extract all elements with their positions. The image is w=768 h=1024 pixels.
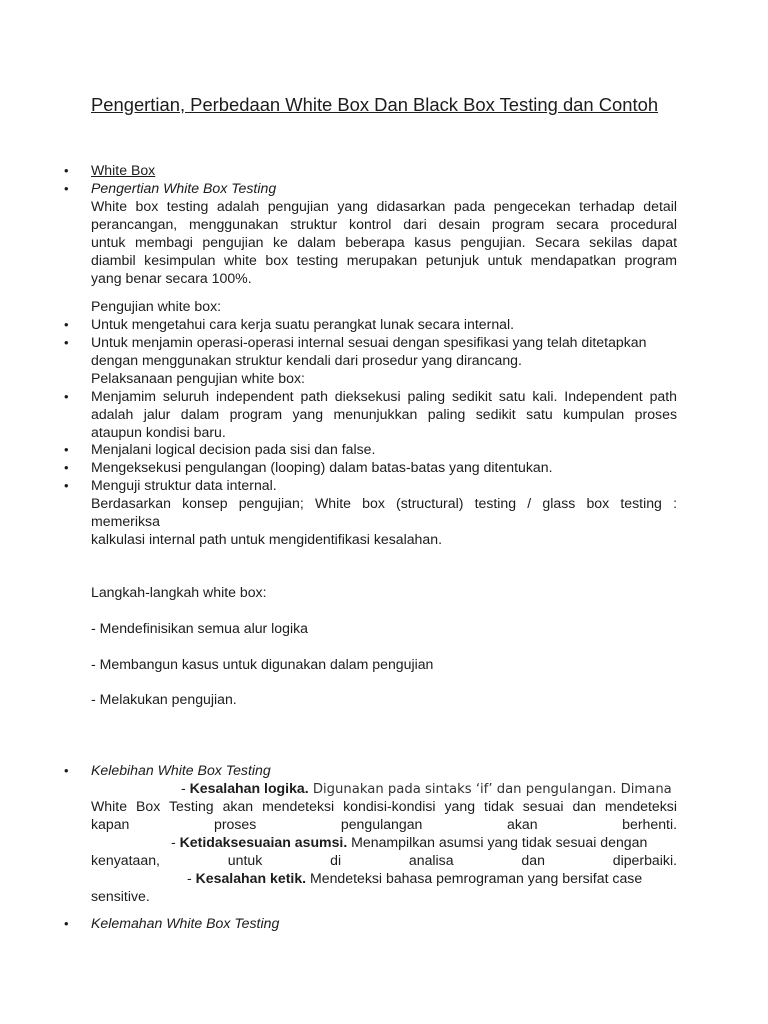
- bullet-icon: •: [64, 442, 69, 457]
- konsep-line-2: memeriksa: [91, 513, 160, 529]
- kesalahan-logika-term: Kesalahan logika.: [189, 780, 309, 796]
- bullet-icon: •: [64, 335, 69, 350]
- pelaksanaan-item-1: Menjamim seluruh independent path dieksekusi paling sedikit satu kali. Independent path: [91, 388, 677, 404]
- langkah-item-1: - Mendefinisikan semua alur logika: [91, 620, 308, 636]
- pengertian-heading: Pengertian White Box Testing: [91, 180, 277, 196]
- pengujian-item-2: Untuk menjamin operasi-operasi internal sesuai dengan spesifikasi yang telah ditetapkan: [91, 334, 647, 350]
- kelebihan-1-line-2: White Box Testing akan mendeteksi kondisi-kondisi yang tidak sesuai dan mendeteksi: [91, 798, 677, 814]
- bullet-icon: •: [64, 460, 69, 475]
- bullet-icon: •: [64, 916, 69, 931]
- kelebihan-3-line-2: sensitive.: [91, 888, 150, 904]
- para1-line-5: yang benar secara 100%.: [91, 270, 252, 286]
- konsep-line-1: Berdasarkan konsep pengujian; White box (structural) testing / glass box testing :: [91, 495, 677, 511]
- langkah-item-3: - Melakukan pengujian.: [91, 691, 237, 707]
- bullet-icon: •: [64, 478, 69, 493]
- langkah-item-2: - Membangun kasus untuk digunakan dalam pengujian: [91, 656, 434, 672]
- pengujian-label: Pengujian white box:: [91, 298, 222, 314]
- pengujian-item-1: Untuk mengetahui cara kerja suatu perangkat lunak secara internal.: [91, 316, 515, 332]
- document-title: Pengertian, Perbedaan White Box Dan Black Box Testing dan Contoh: [91, 94, 659, 115]
- kesalahan-ketik-term: Kesalahan ketik.: [195, 870, 307, 886]
- pelaksanaan-item-4: Menguji struktur data internal.: [91, 477, 277, 493]
- bullet-icon: •: [64, 181, 69, 196]
- kelebihan-3-line-1: - Kesalahan ketik. Mendeteksi bahasa pemrograman yang bersifat case: [187, 870, 643, 886]
- kelebihan-1-line-3: kapan proses pengulangan akan berhenti.: [91, 816, 677, 832]
- kelebihan-2-line-2: kenyataan, untuk di analisa dan diperbaiki.: [91, 852, 677, 868]
- bullet-icon: •: [64, 317, 69, 332]
- kelebihan-2-line-1: - Ketidaksesuaian asumsi. Menampilkan asumsi yang tidak sesuai dengan: [171, 834, 648, 850]
- para1-line-3: untuk membagi pengujian ke dalam beberapa kasus pengujian. Secara sekilas dapat: [91, 234, 677, 250]
- pelaksanaan-item-2: Menjalani logical decision pada sisi dan false.: [91, 441, 376, 457]
- bullet-icon: •: [64, 163, 69, 178]
- bullet-icon: •: [64, 389, 69, 404]
- pelaksanaan-label: Pelaksanaan pengujian white box:: [91, 370, 305, 386]
- langkah-label: Langkah-langkah white box:: [91, 584, 267, 600]
- pelaksanaan-item-1-end: ataupun kondisi baru.: [91, 424, 226, 440]
- para1-line-4: diambil kesimpulan white box testing merupakan petunjuk untuk mendapatkan program: [91, 252, 677, 268]
- kelemahan-heading: Kelemahan White Box Testing: [91, 915, 280, 931]
- pelaksanaan-item-1-cont: adalah jalur dalam program yang menunjukkan paling sedikit satu kumpulan proses: [91, 406, 677, 422]
- pelaksanaan-item-3: Mengeksekusi pengulangan (looping) dalam batas-batas yang ditentukan.: [91, 459, 553, 475]
- white-box-item: White Box: [91, 162, 156, 178]
- kelebihan-heading: Kelebihan White Box Testing: [91, 762, 271, 778]
- konsep-line-3: kalkulasi internal path untuk mengidentifikasi kesalahan.: [91, 531, 442, 547]
- ketidaksesuaian-asumsi-term: Ketidaksesuaian asumsi.: [179, 834, 348, 850]
- kelebihan-1-line-1: - Kesalahan logika. Digunakan pada sintaks ‘if’ dan pengulangan. Dimana: [181, 780, 672, 797]
- pengujian-item-2-cont: dengan menggunakan struktur kendali dari prosedur yang dirancang.: [91, 352, 522, 368]
- para1-line-2: perancangan, menggunakan struktur kontrol dari desain program secara procedural: [91, 216, 677, 232]
- bullet-icon: •: [64, 763, 69, 778]
- para1-line-1: White box testing adalah pengujian yang didasarkan pada pengecekan terhadap detail: [91, 198, 677, 214]
